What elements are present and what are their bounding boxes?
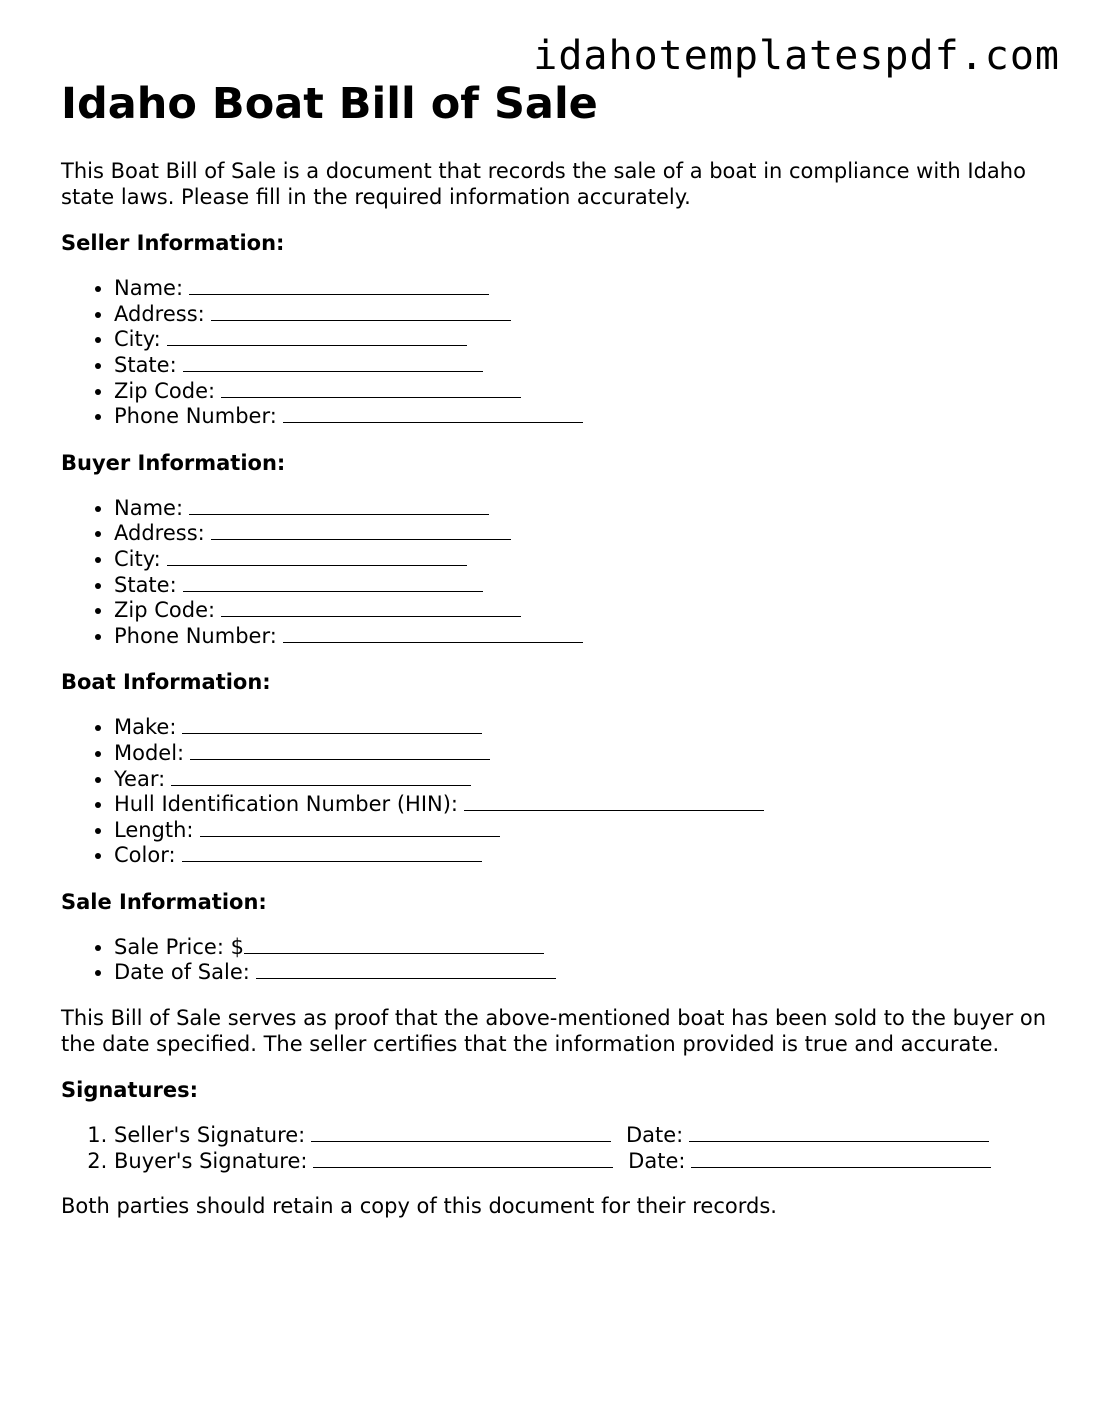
list-item: • Phone Number:: [114, 404, 1051, 430]
list-item: • Sale Price: $: [114, 935, 1051, 961]
seller-fields-list: [61, 276, 1051, 430]
signatures-list: [61, 1123, 1051, 1174]
buyer-phone-blank[interactable]: [283, 624, 583, 643]
document-page: [61, 78, 1051, 1220]
list-item: • Length:: [114, 818, 1051, 844]
watermark-text: idahotemplatespdf.com: [533, 33, 1060, 79]
boat-model-blank[interactable]: [190, 741, 490, 760]
seller-date-blank[interactable]: [689, 1123, 989, 1142]
list-item: • Make:: [114, 715, 1051, 741]
seller-state-blank[interactable]: [183, 353, 483, 372]
list-item: • Zip Code:: [114, 379, 1051, 405]
sale-heading: Sale Information:: [61, 889, 267, 914]
list-item: • Model:: [114, 741, 1051, 767]
intro-paragraph: This Boat Bill of Sale is a document that records the sale of a boat in compliance with Idaho state laws. Please fill in the required information accurately.: [61, 159, 1026, 209]
list-item: • Address:: [114, 521, 1051, 547]
list-item: • Date of Sale:: [114, 960, 1051, 986]
list-item: • State:: [114, 353, 1051, 379]
seller-signature-blank[interactable]: [311, 1123, 611, 1142]
list-item: • State:: [114, 573, 1051, 599]
buyer-address-blank[interactable]: [211, 521, 511, 540]
boat-length-blank[interactable]: [200, 818, 500, 837]
buyer-signature-blank[interactable]: [313, 1149, 613, 1168]
footer-note: Both parties should retain a copy of this document for their records.: [61, 1194, 777, 1219]
certification-paragraph: This Bill of Sale serves as proof that the above-mentioned boat has been sold to the buyer on the date specified. The seller certifies that the information provided is true and accurate.: [61, 1006, 1047, 1056]
list-item: • Hull Identification Number (HIN):: [114, 792, 1051, 818]
list-item: • Name:: [114, 276, 1051, 302]
buyer-heading: Buyer Information:: [61, 450, 286, 475]
boat-heading: Boat Information:: [61, 670, 271, 695]
list-item: • Address:: [114, 302, 1051, 328]
buyer-name-blank[interactable]: [189, 496, 489, 515]
list-item: 2. Buyer's Signature: Date:: [114, 1149, 1051, 1175]
sale-price-blank[interactable]: [244, 935, 544, 954]
boat-year-blank[interactable]: [171, 767, 471, 786]
sale-fields-list: [61, 935, 1051, 986]
boat-fields-list: [61, 715, 1051, 869]
buyer-state-blank[interactable]: [183, 573, 483, 592]
sale-date-blank[interactable]: [256, 960, 556, 979]
list-item: • Name:: [114, 496, 1051, 522]
seller-zip-blank[interactable]: [221, 379, 521, 398]
list-item: • City:: [114, 327, 1051, 353]
page-title: Idaho Boat Bill of Sale: [61, 79, 598, 129]
seller-heading: Seller Information:: [61, 231, 285, 256]
list-item: • City:: [114, 547, 1051, 573]
boat-make-blank[interactable]: [182, 715, 482, 734]
buyer-date-blank[interactable]: [691, 1149, 991, 1168]
list-item: • Phone Number:: [114, 624, 1051, 650]
seller-address-blank[interactable]: [211, 302, 511, 321]
list-item: • Color:: [114, 843, 1051, 869]
list-item: • Zip Code:: [114, 598, 1051, 624]
buyer-zip-blank[interactable]: [221, 598, 521, 617]
boat-hin-blank[interactable]: [464, 792, 764, 811]
seller-name-blank[interactable]: [189, 276, 489, 295]
signatures-heading: Signatures:: [61, 1078, 198, 1103]
seller-phone-blank[interactable]: [283, 404, 583, 423]
seller-city-blank[interactable]: [167, 327, 467, 346]
boat-color-blank[interactable]: [182, 843, 482, 862]
list-item: • Year:: [114, 767, 1051, 793]
buyer-city-blank[interactable]: [167, 547, 467, 566]
buyer-fields-list: [61, 496, 1051, 650]
list-item: 1. Seller's Signature: Date:: [114, 1123, 1051, 1149]
